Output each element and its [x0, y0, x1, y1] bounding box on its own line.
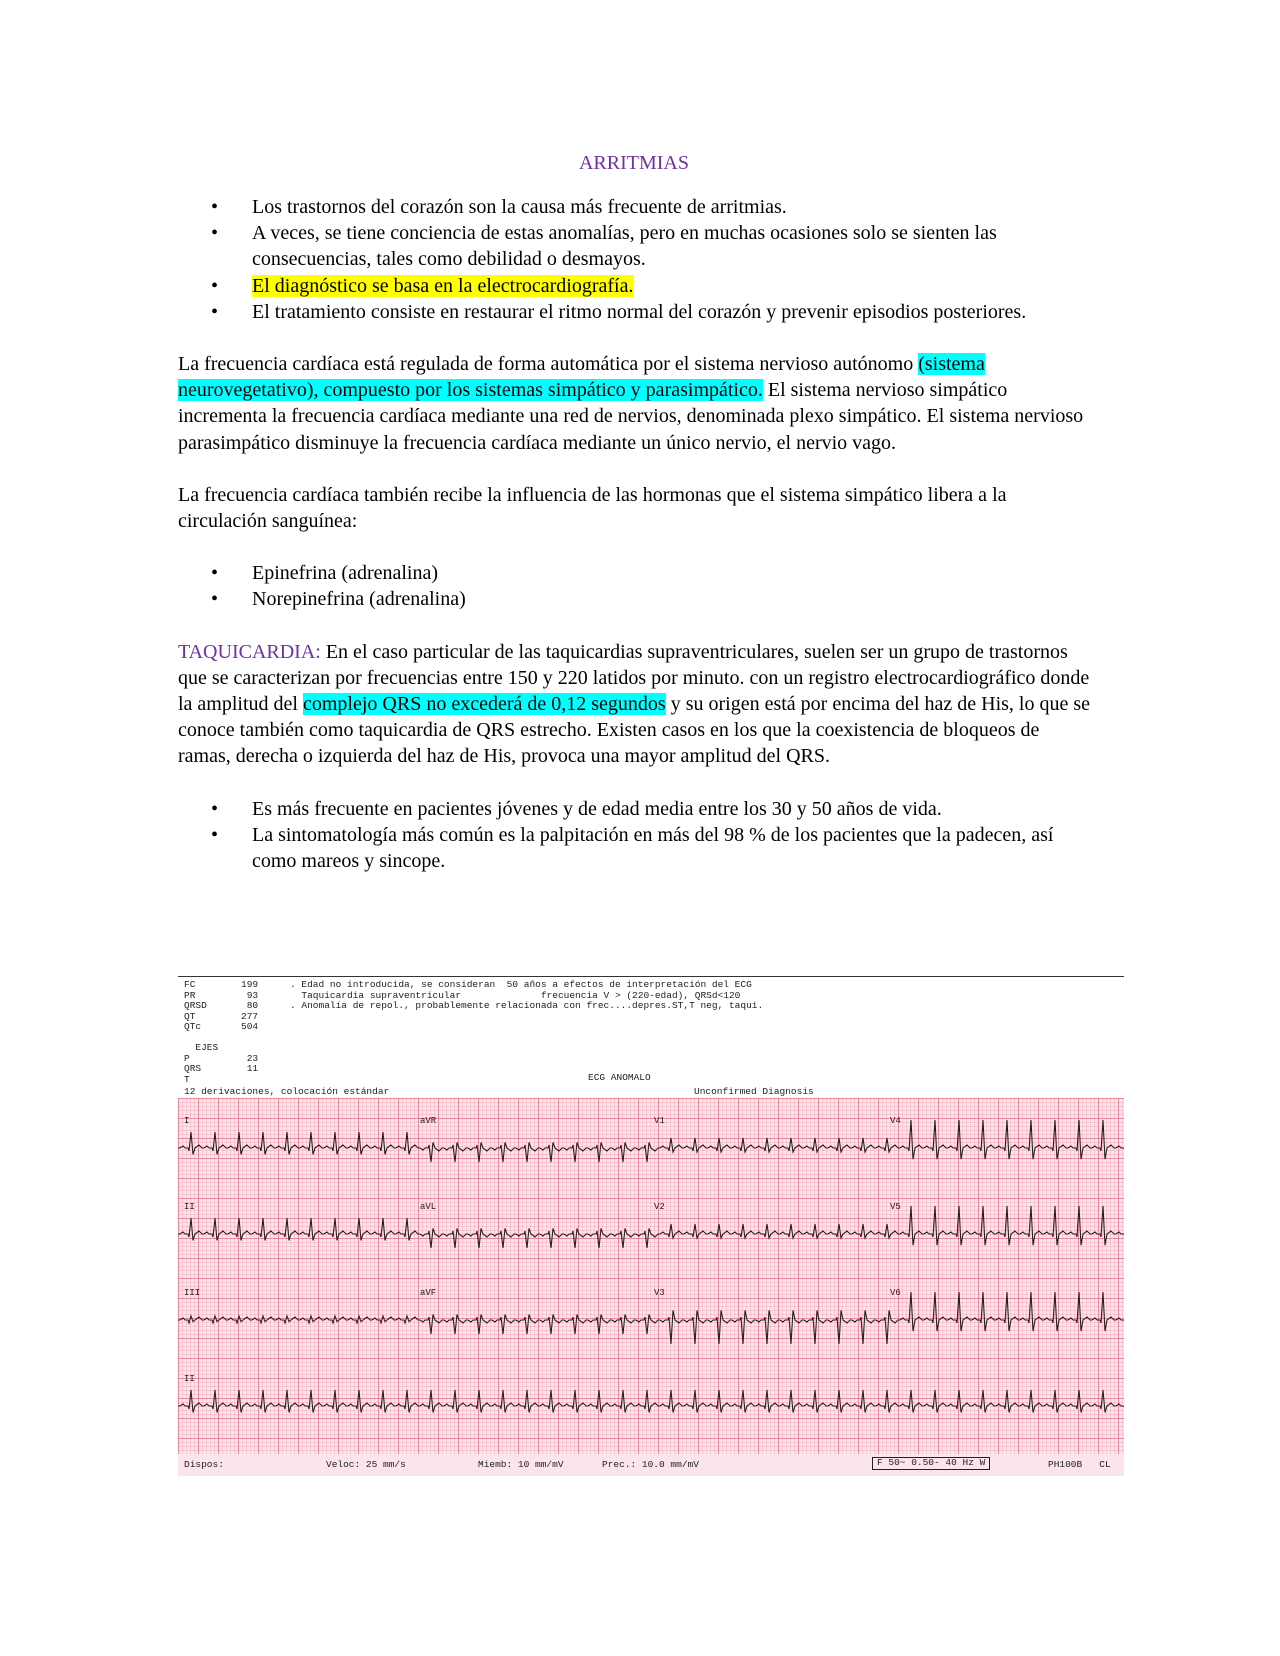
ecg-trace-line [178, 1292, 1124, 1344]
ecg-trace-line [178, 1390, 1124, 1412]
ecg-traces [178, 1098, 1124, 1454]
document-body [178, 146, 1090, 874]
ecg-limb-gain: Miemb: 10 mm/mV [478, 1459, 564, 1470]
lead-label: aVF [420, 1288, 437, 1298]
ecg-prec-gain: Prec.: 10.0 mm/mV [602, 1459, 699, 1470]
ecg-lead-caption: 12 derivaciones, colocación estándar [184, 1086, 390, 1097]
lead-label: aVL [420, 1202, 437, 1212]
ecg-trace-line [178, 1206, 1124, 1248]
lead-label: V2 [654, 1202, 665, 1212]
lead-label: V1 [654, 1116, 665, 1126]
ecg-filter: F 50~ 0.50- 40 Hz W [872, 1457, 990, 1470]
lead-label: II [184, 1374, 195, 1384]
lead-label: I [184, 1116, 190, 1126]
list-item: • Los trastornos del corazón son la causa más frecuente de arritmias. [178, 194, 1090, 220]
lead-label: V6 [890, 1288, 901, 1298]
ecg-figure [178, 976, 1124, 1476]
ecg-device: PH100B CL [1048, 1459, 1111, 1470]
lead-label: II [184, 1202, 195, 1212]
bullet-list-symptoms [178, 796, 1090, 875]
list-item: • Es más frecuente en pacientes jóvenes y de edad media entre los 30 y 50 años de vida. [178, 796, 1090, 822]
highlight-cyan: complejo QRS no excederá de 0,12 segundos [302, 693, 666, 716]
lead-label: V3 [654, 1288, 665, 1298]
ecg-footer [178, 1454, 1124, 1476]
list-item: • Epinefrina (adrenalina) [178, 560, 1090, 586]
page-title: ARRITMIAS [578, 152, 689, 174]
list-item [178, 273, 1090, 299]
bullet-list-hormones [178, 560, 1090, 612]
lead-label: V5 [890, 1202, 901, 1212]
ecg-dispos: Dispos: [184, 1459, 224, 1470]
ecg-interpretation: . Edad no introducida, se consideran 50 años a efectos de interpretación del ECG Taquicardia supraventricular frecuencia V > (220-edad), QRSd<120 . Anomalía de repol., probablemente relacionada con frec....depres.ST,T neg, taqui. [290, 979, 764, 1011]
ecg-diagnosis-caption: Unconfirmed Diagnosis [694, 1086, 814, 1097]
lead-label: V4 [890, 1116, 901, 1126]
ecg-trace-line [178, 1120, 1124, 1162]
ecg-speed: Veloc: 25 mm/s [326, 1459, 406, 1470]
paragraph-hormones: La frecuencia cardíaca también recibe la influencia de las hormonas que el sistema simpático libera a la circulación sanguínea: [178, 483, 1007, 533]
paragraph-autonomic: La frecuencia cardíaca está regulada de forma automática por el sistema nervioso autónomo (sistema neurovegetativo), compuesto por los sistemas simpático y parasimpático. El sistema nervioso simpático incrementa la frecuencia cardíaca mediante una red de nervios, denominada plexo simpático. El sistema nervioso parasimpático disminuye la frecuencia cardíaca mediante un único nervio, el nervio vago. [178, 353, 1084, 454]
list-item: • A veces, se tiene conciencia de estas anomalías, pero en muchas ocasiones solo se sienten las consecuencias, tales como debilidad o desmayos. [178, 220, 1090, 272]
ecg-header [178, 976, 1124, 1099]
lead-label: aVR [420, 1116, 437, 1126]
lead-label: III [184, 1288, 201, 1298]
list-item: • Norepinefrina (adrenalina) [178, 586, 1090, 612]
highlight-cyan: (sistema neurovegetativo), compuesto por los sistemas simpático y parasimpático. [178, 353, 985, 402]
bullet-list-intro [178, 194, 1090, 325]
list-item: • La sintomatología más común es la palpitación en más del 98 % de los pacientes que la padecen, así como mareos y sincope. [178, 822, 1090, 874]
list-item: • El tratamiento consiste en restaurar el ritmo normal del corazón y prevenir episodios posteriores. [178, 299, 1090, 325]
paragraph-taquicardia: TAQUICARDIA: En el caso particular de las taquicardias supraventriculares, suelen ser un grupo de trastornos que se caracterizan por frecuencias entre 150 y 220 latidos por minuto. con un registro electrocardiográfico donde la amplitud del complejo QRS no excederá de 0,12 segundos y su origen está por encima del haz de His, lo que se conoce también como taquicardia de QRS estrecho. Existen casos en los que la coexistencia de bloqueos de ramas, derecha o izquierda del haz de His, provoca una mayor amplitud del QRS. [178, 640, 1091, 768]
highlight-yellow: El diagnóstico se basa en la electrocardiografía. [252, 274, 634, 297]
ecg-status: ECG ANOMALO [588, 1072, 651, 1083]
section-label: TAQUICARDIA: [178, 640, 321, 663]
ecg-measurements: FC 199 PR 93 QRSD 80 QT 277 QTc 504 EJES P 23 QRS 11 T [184, 979, 259, 1085]
